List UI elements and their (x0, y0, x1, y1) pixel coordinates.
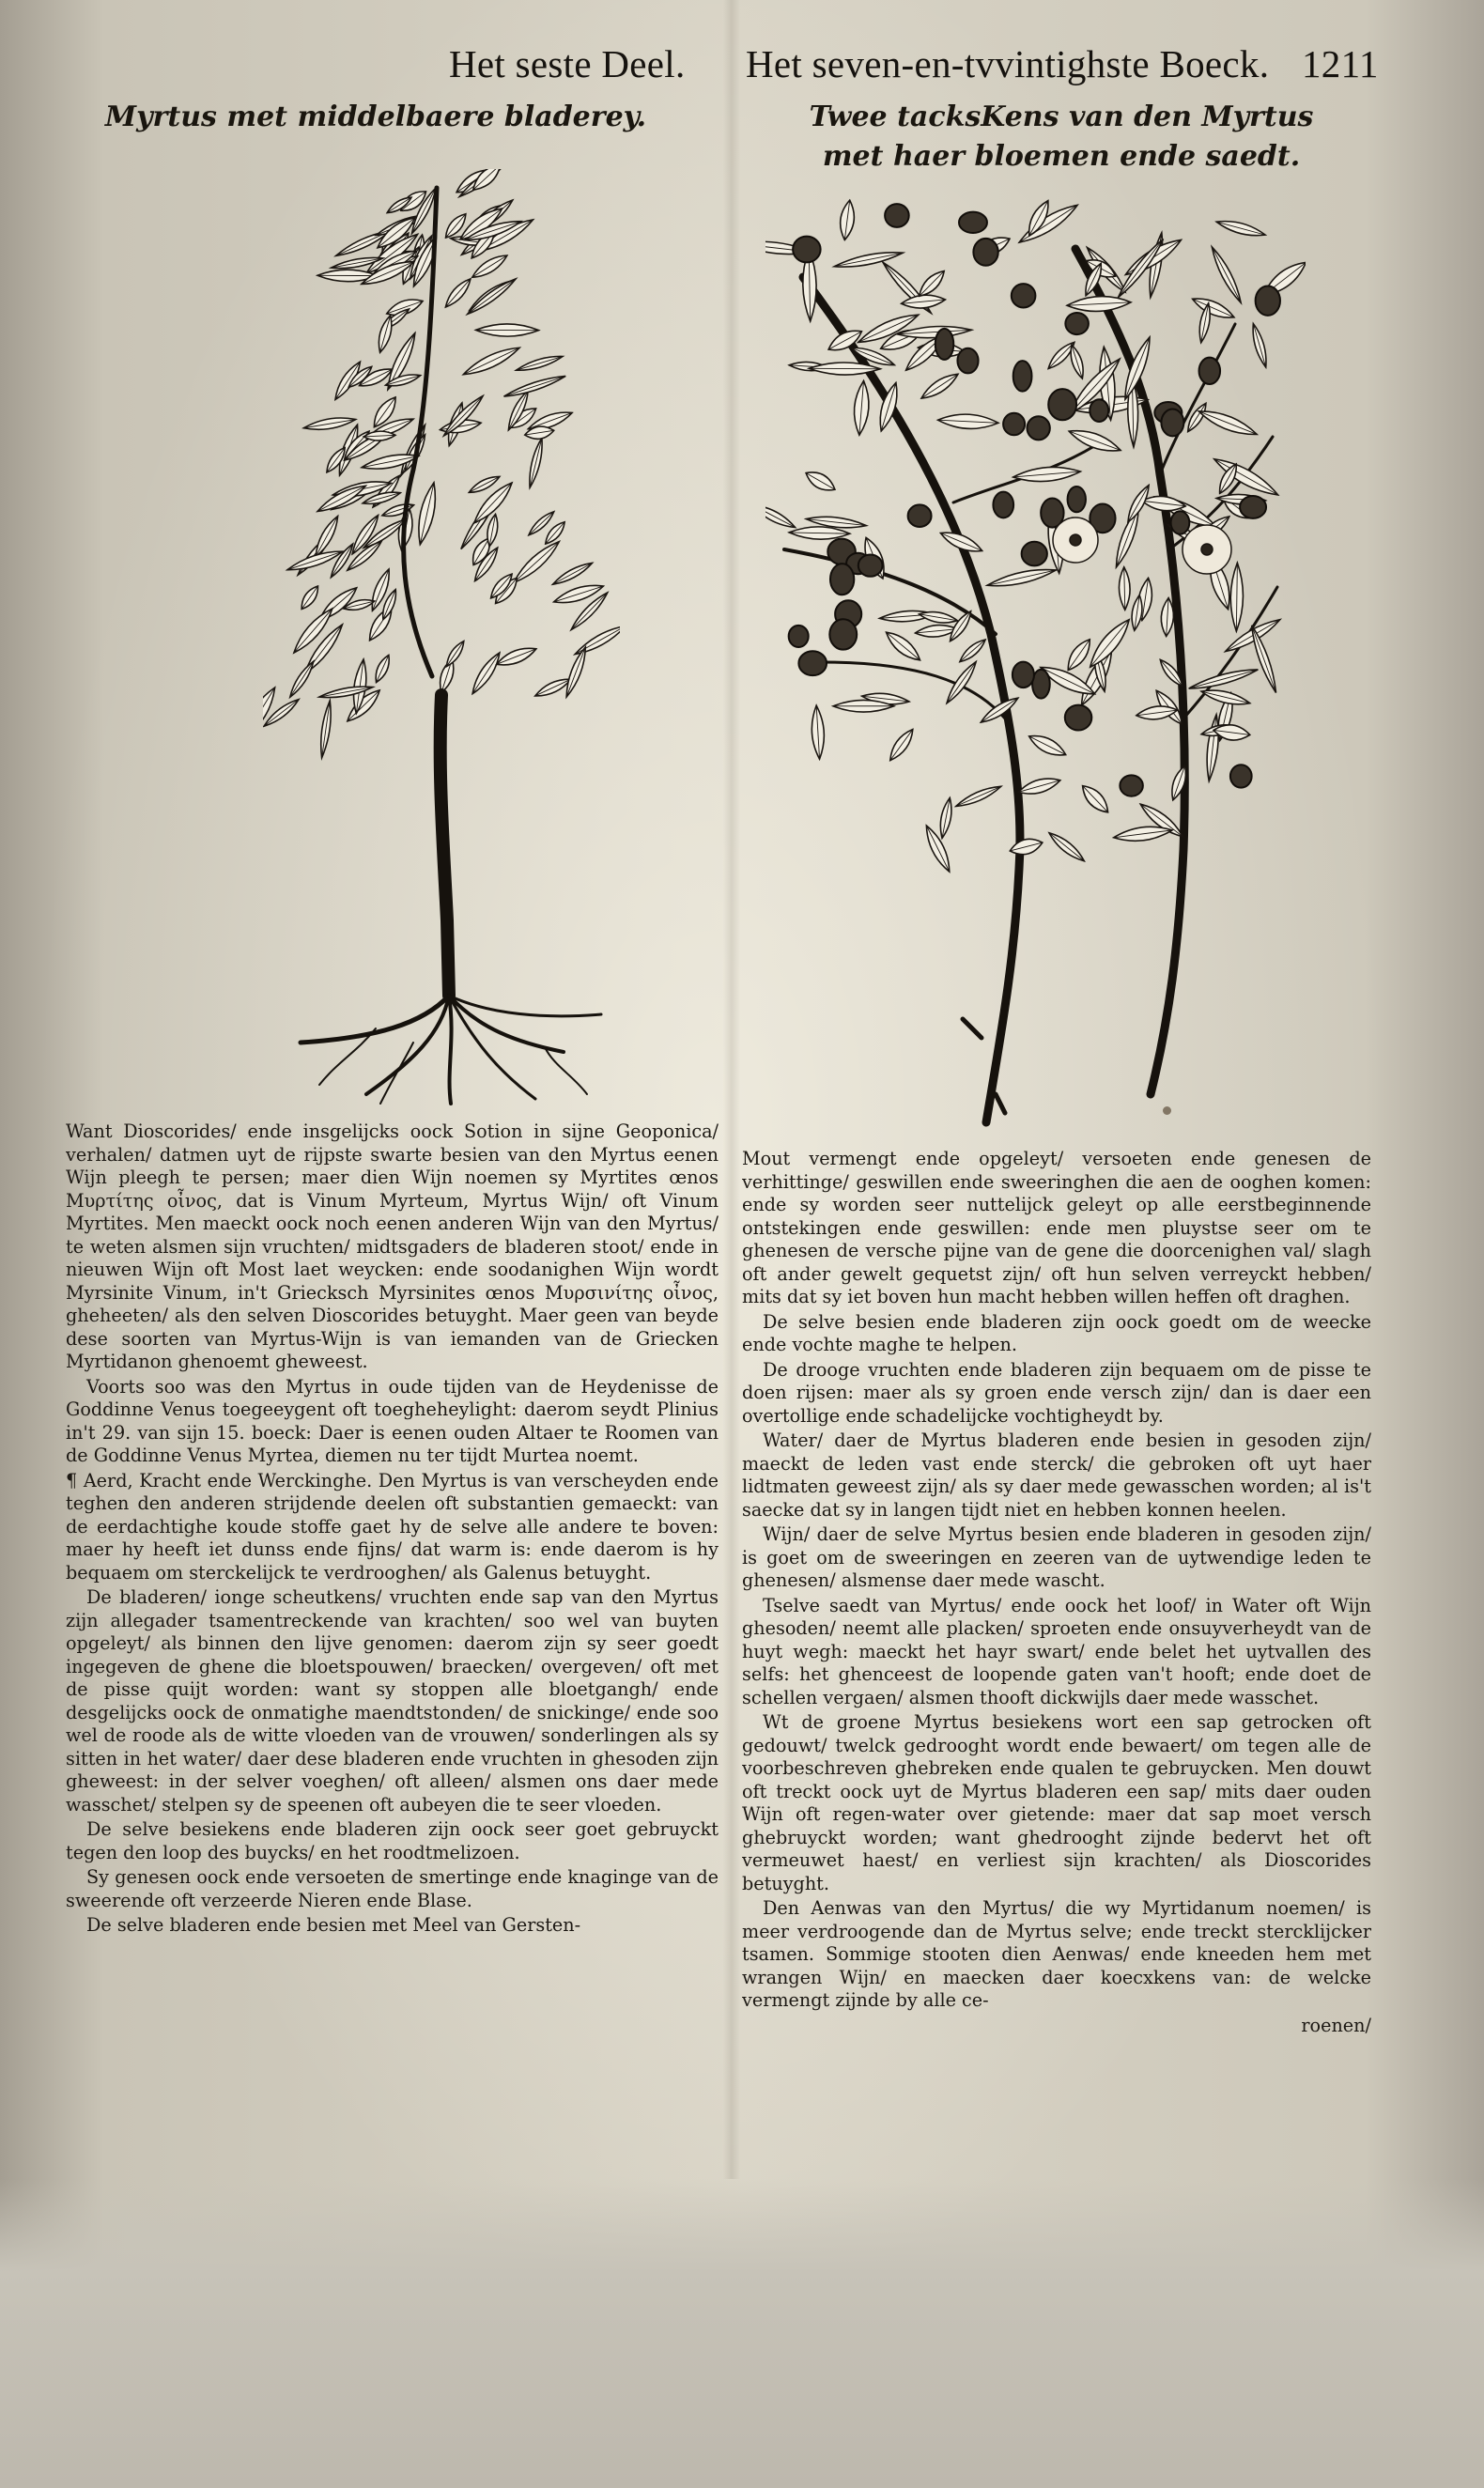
paragraph: De bladeren/ ionge scheutkens/ vruchten ende sap van den Myrtus zijn allegader tsamentreckende van krachten/ soo wel van buyten opgeleyt/ als binnen den lijve genomen: daerom zijn sy seer goedt ingegeven de ghene die bloetspouwen/ braecken/ overgeven/ oft met de pisse quijt worden: want sy stoppen alle bloetgangh/ ende desgelijcks oock de onmatighe maendtstonden/ de snickinge/ ende soo wel de roode als de witte vloeden van de vrouwen/ sonderlingen als sy sitten in het water/ daer dese bladeren ende vruchten in ghesoden zijn gheweest: in der selver voeghen/ oft alleen/ alsmen ons daer mede wasschet/ stelpen sy de speenen oft aubeyen die te seer vloeden. (66, 1586, 719, 1816)
text-column-left (66, 1120, 719, 2177)
paragraph: Want Dioscorides/ ende insgelijcks oock Sotion in sijne Geoponica/ verhalen/ datmen uyt de rijpste swarte besien van den Myrtus eenen Wijn pleegh te persen; maer dien Wijn noemen sy Myrtites œnos Μυρτίτης οἶνος, dat is Vinum Myrteum, Myrtus Wijn/ oft Vinum Myrtites. Men maeckt oock noch eenen anderen Wijn van den Myrtus/ te weten alsmen sijn vruchten/ midtsgaders de bladeren stoot/ ende in nieuwen Wijn oft Most laet weycken: ende soodanighen Wijn wordt Myrsinite Vinum, in't Griecksch Myrsinites œnos Μυρσινίτης οἶνος, gheheeten/ als den selven Dioscorides betuyght. Maer geen van beyde dese soorten van Myrtus-Wijn is van iemanden van de Griecken Myrtidanon ghenoemt gheweest. (66, 1120, 719, 1372)
paragraph: Den Aenwas van den Myrtus/ die wy Myrtidanum noemen/ is meer verdroogende dan de Myrtus selve; ende treckt stercklijcker tsamen. Sommige stooten dien Aenwas/ ende kneeden hem met wrangen Wijn/ en maecken daer koecxkens van: de welcke vermengt zijnde by alle ce- (742, 1897, 1371, 2011)
caption-left: Myrtus met middelbaere bladerey. (104, 100, 647, 133)
paragraph: Voorts soo was den Myrtus in oude tijden van de Heydenisse de Goddinne Venus toegeeygent oft toegheheylight: daerom seydt Plinius in't 29. van sijn 15. boeck: Daer is eenen ouden Altaer te Roomen van de Goddinne Venus Myrtea, diemen nu ter tijdt Murtea noemt. (66, 1375, 719, 1466)
running-head-right: Het seven-en-tvvintighste Boeck. (746, 42, 1270, 85)
caption-right-line2: met haer bloemen ende saedt. (822, 140, 1301, 173)
paragraph: De drooge vruchten ende bladeren zijn bequaem om de pisse te doen rijsen: maer als sy groen ende versch zijn/ dan is daer een overtollige ende schadelijcke vochtigheydt by. (742, 1358, 1371, 1427)
paragraph: ¶ Aerd, Kracht ende Werckinghe. Den Myrtus is van verscheyden ende teghen den anderen strijdende deelen oft substantien gemaeckt: van de eerdachtighe koude stoffe gaet hy de selve alle andere te boven: maer hy heeft iet dunss ende fijns/ dat warm is: ende daerom is hy bequaem om sterckelijck te verdrooghen/ als Galenus betuyght. (66, 1469, 719, 1584)
page-number: 1211 (1302, 42, 1379, 85)
paragraph: Mout vermengt ende opgeleyt/ versoeten ende genesen de verhittinge/ geswillen ende sweeringhen die aen de ooghen komen: ende sy worden seer nuttelijck geleyt op alle eerstbeginnende ontstekingen ende geswillen: ende men pluystse seer om te ghenesen de versche pijne van de gene die doorcenighen val/ slagh oft ander gewelt gequetst zijn/ oft hun selven verreyckt hebben/ mits dat sy iet boven hun macht hebben willen heffen oft draghen. (742, 1148, 1371, 1307)
paragraph: Water/ daer de Myrtus bladeren ende besien in gesoden zijn/ maeckt de leden vast ende sterck/ die gebroken oft uyt haer lidtmaten geweest zijn/ als sy daer mede gewasschen worden; al is't saecke dat sy in langen tijdt niet en hebben konnen heelen. (742, 1429, 1371, 1521)
page-bottom-margin (0, 2179, 1484, 2488)
paragraph: Wijn/ daer de selve Myrtus besien ende bladeren in gesoden zijn/ is goet om de sweeringen en zeeren van de uytwendige leden te ghenesen/ alsmense daer mede wascht. (742, 1523, 1371, 1591)
paragraph: De selve besien ende bladeren zijn oock goedt om de weecke ende vochte maghe te helpen. (742, 1310, 1371, 1355)
myrtle-plant-woodcut-icon (263, 169, 620, 1108)
caption-right (751, 98, 1371, 177)
page-gutter (723, 0, 740, 2179)
paragraph: Tselve saedt van Myrtus/ ende oock het loof/ in Water oft Wijn ghesoden/ neemt alle placken/ sproeten ende onsuyverheydt van de huyt wegh: maeckt het hayr swart/ ende belet het uytvallen des selfs: het ghenceest de loopende gaten van't hooft; ende doet de schellen vergaen/ alsmen thooft dickwijls daer mede wasschet. (742, 1594, 1371, 1708)
catchword: roenen/ (1301, 2014, 1371, 2036)
myrtle-branches-woodcut-icon (765, 193, 1306, 1136)
ink-spot (1163, 1106, 1171, 1115)
caption-right-line1: Twee tacksKens van den Myrtus (809, 100, 1314, 133)
paragraph: Sy genesen oock ende versoeten de smertinge ende knaginge van de sweerende oft verzeerde Nieren ende Blase. (66, 1866, 719, 1911)
paragraph: De selve bladeren ende besien met Meel van Gersten- (86, 1914, 581, 1936)
running-head-left: Het seste Deel. (449, 42, 686, 85)
paragraph: De selve besiekens ende bladeren zijn oock seer goet gebruyckt tegen den loop des buycks/ en het roodtmelizoen. (66, 1818, 719, 1863)
paragraph: Wt de groene Myrtus besiekens wort een sap getrocken oft gedouwt/ twelck gedrooght wordt ende bewaert/ om tegen alle de voorbeschreven ghebreken ende qualen te gebruycken. Men douwt oft treckt oock uyt de Myrtus bladeren een sap/ mits daer ouden Wijn oft regen-water over gietende: maer dat sap moet versch ghebruyckt worden; want ghedrooght zijnde bedervt het oft vermeuwet haest/ en verliest sijn krachten/ als Dioscorides betuyght. (742, 1711, 1371, 1894)
text-column-right (742, 1148, 1371, 2200)
